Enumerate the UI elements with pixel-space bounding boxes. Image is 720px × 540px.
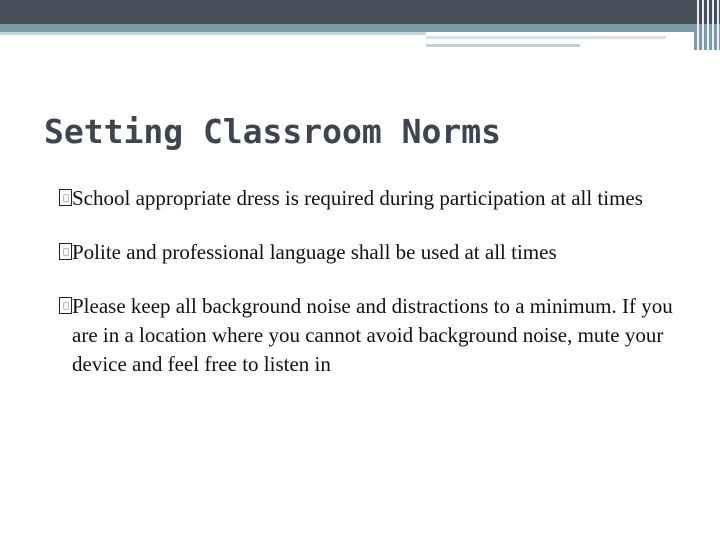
missing-glyph-bullet-icon: [59, 297, 72, 314]
header-stripes-decoration: [694, 24, 720, 50]
header-dark-band: [0, 0, 694, 24]
missing-glyph-bullet-icon: [59, 189, 72, 206]
header-accent-line: [426, 44, 580, 47]
bullet-item: [60, 238, 680, 267]
bullet-text: Polite and professional language shall be used at all times: [72, 240, 557, 264]
missing-glyph-bullet-icon: [59, 243, 72, 260]
header-teal-band: [0, 24, 694, 32]
header-accent-line: [0, 32, 426, 35]
slide-title: Setting Classroom Norms: [44, 112, 501, 151]
bullet-text: Please keep all background noise and distractions to a minimum. If you are in a location where you cannot avoid background noise, mute your device and feel free to listen in: [72, 294, 673, 376]
bullet-list: [60, 184, 680, 404]
bullet-item: [60, 184, 680, 213]
bullet-text: School appropriate dress is required during participation at all times: [72, 186, 643, 210]
header-accent-line: [426, 36, 666, 39]
bullet-item: [60, 292, 680, 379]
